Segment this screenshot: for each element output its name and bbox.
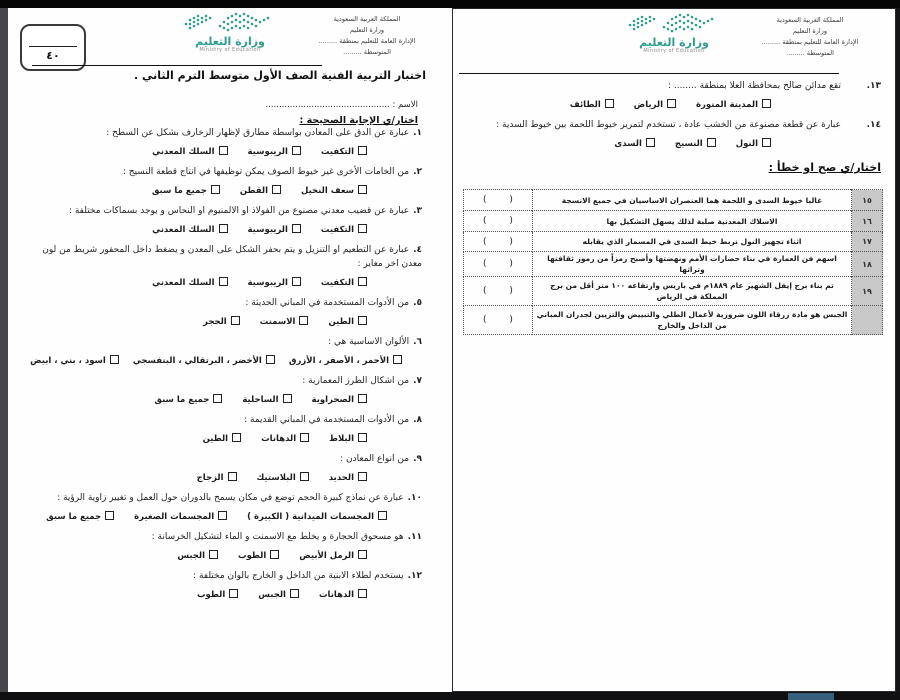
- row-number: ١٥: [852, 190, 883, 211]
- question-text: عبارة عن الدق على المعادن بواسطة مطارق لإظهار الزخارف بشكل عن السطح :: [106, 128, 410, 138]
- checkbox-icon[interactable]: [231, 316, 240, 325]
- checkbox-icon[interactable]: [358, 589, 367, 598]
- answer-option[interactable]: الدهانات: [261, 426, 309, 445]
- answer-option[interactable]: الطوب: [197, 582, 238, 601]
- checkbox-icon[interactable]: [211, 185, 220, 194]
- checkbox-icon[interactable]: [219, 277, 228, 286]
- grade-total: ٤٠: [46, 49, 60, 62]
- ministry-logo-icon: [180, 10, 280, 36]
- question-number: ٩.: [413, 454, 422, 464]
- answer-option[interactable]: المجسمات الميدانية ( الكبيرة ): [247, 504, 387, 523]
- window-top-bar: [0, 0, 900, 8]
- answer-option[interactable]: الحجر: [203, 309, 240, 328]
- answer-cell[interactable]: ( ): [464, 252, 533, 277]
- header-ministry: وزارة التعليم: [792, 27, 828, 35]
- question-10: [20, 491, 422, 520]
- ministry-logo-icon: [624, 11, 724, 37]
- answer-option[interactable]: الريبوسية: [248, 270, 301, 289]
- answer-option[interactable]: جميع ما سبق: [154, 387, 222, 406]
- checkbox-icon[interactable]: [762, 99, 771, 108]
- question-text: هو مسحوق الحجارة و يخلط مع الاسمنت و الماء لتشكيل الخرسانة :: [151, 532, 404, 542]
- checkbox-icon[interactable]: [393, 355, 402, 364]
- checkbox-icon[interactable]: [762, 138, 771, 147]
- answer-option[interactable]: الصحراوية: [312, 387, 367, 406]
- checkbox-icon[interactable]: [358, 433, 367, 442]
- header-rule: [459, 73, 839, 74]
- row-number: [852, 306, 883, 335]
- table-row: [464, 211, 883, 232]
- row-statement: تم بناء برج إيفل الشهير عام ١٨٨٩م في باريس وارتفاعه ١٠٠ متر أقل من برج المملكة في الرياض: [533, 277, 852, 306]
- checkbox-icon[interactable]: [299, 316, 308, 325]
- row-number: ١٧: [852, 232, 883, 252]
- checkbox-icon[interactable]: [110, 355, 119, 364]
- checkbox-icon[interactable]: [283, 394, 292, 403]
- answer-option[interactable]: البلاط: [329, 426, 367, 445]
- checkbox-icon[interactable]: [358, 277, 367, 286]
- exam-page-1: [8, 8, 452, 692]
- checkbox-icon[interactable]: [266, 355, 275, 364]
- question-9: [20, 452, 422, 481]
- student-name-line: الاسم : ..............................................: [265, 100, 418, 110]
- question-4: [20, 243, 422, 286]
- header-ministry: وزارة التعليم: [349, 26, 385, 34]
- answer-option[interactable]: الطوب: [238, 543, 279, 562]
- question-12: [20, 569, 422, 598]
- question-number: ٢.: [413, 167, 422, 177]
- answer-option[interactable]: الساحلية: [242, 387, 291, 406]
- row-statement: اسهم فن العمارة في بناء حضارات الأمم ونهضتها وأصبح رمزاً من رموز ثقافتها وتراثها: [533, 252, 852, 277]
- question-8: [20, 413, 422, 442]
- question-number: ١٠.: [407, 493, 422, 503]
- header-directorate: الإدارة العامة للتعليم بمنطقة .........: [318, 37, 416, 45]
- taskbar-highlight: [788, 693, 834, 700]
- row-statement: الجبس هو مادة زرقاء اللون ضرورية لأعمال الطلي والتبييض والتزيين لجدران المباني من الداخل والخارج: [533, 306, 852, 335]
- question-6: [20, 335, 422, 364]
- answer-option[interactable]: النسيج: [675, 131, 716, 150]
- answer-option[interactable]: الرمل الأبيض: [299, 543, 367, 562]
- checkbox-icon[interactable]: [272, 185, 281, 194]
- header-country: المملكة العربية السعودية: [333, 15, 401, 23]
- question-list: [463, 79, 881, 157]
- question-number: ١٢.: [407, 571, 422, 581]
- answer-option[interactable]: الطين: [328, 309, 367, 328]
- question-5: [20, 296, 422, 325]
- answer-cell[interactable]: ( ): [464, 211, 533, 232]
- row-statement: الاسلاك المعدنية صلبة لذلك يسهل التشكيل بها: [533, 211, 852, 232]
- answer-option[interactable]: الزجاج: [197, 465, 237, 484]
- question-text: عبارة عن قضيب معدني مصنوع من الفولاذ او الالمنيوم او النحاس و يوجد بسماكات مختلفة :: [68, 206, 410, 216]
- logo-subtitle: Ministry of Education: [199, 47, 261, 53]
- header-directorate: الإدارة العامة للتعليم بمنطقة .........: [761, 38, 859, 46]
- checkbox-icon[interactable]: [219, 146, 228, 155]
- question-number: ٧.: [413, 376, 422, 386]
- checkbox-icon[interactable]: [218, 511, 227, 520]
- checkbox-icon[interactable]: [232, 433, 241, 442]
- question-14: [463, 118, 881, 147]
- ministry-logo: [170, 10, 290, 54]
- answer-option[interactable]: اسود ، بني ، ابيض: [30, 348, 119, 367]
- answer-option[interactable]: سعف النخيل: [301, 178, 367, 197]
- checkbox-icon[interactable]: [358, 146, 367, 155]
- header-school: المتوسطة .........: [343, 48, 391, 56]
- checkbox-icon[interactable]: [209, 550, 218, 559]
- question-13: [463, 79, 881, 108]
- answer-option[interactable]: التكفيت: [321, 217, 367, 236]
- question-2: [20, 165, 422, 194]
- table-row: [464, 190, 883, 211]
- answer-option[interactable]: الرياض: [634, 92, 676, 111]
- answer-option[interactable]: السلك المعدني: [152, 270, 227, 289]
- question-number: ١١.: [407, 532, 422, 542]
- question-list: [20, 126, 422, 608]
- question-number: ٦.: [413, 337, 422, 347]
- table-row: [464, 252, 883, 277]
- question-number: ٥.: [413, 298, 422, 308]
- table-row: [464, 232, 883, 252]
- section-multiple-choice-title: اختار/ي الإجابة الصحيحة :: [299, 115, 418, 126]
- answer-option[interactable]: الريبوسية: [248, 139, 301, 158]
- question-text: من الخامات الأخرى غير خيوط الصوف يمكن توظيفها في انتاج قطعة النسيج :: [122, 167, 410, 177]
- answer-option[interactable]: الاسمنت: [260, 309, 309, 328]
- answer-option[interactable]: الطائف: [570, 92, 614, 111]
- logo-wordmark: وزارة التعليم: [639, 36, 709, 49]
- row-number: ١٨: [852, 252, 883, 277]
- table-row: [464, 277, 883, 306]
- answer-option[interactable]: الأخضر ، البرتقالي ، البنفسجي: [133, 348, 275, 367]
- question-text: من انواع المعادن :: [340, 454, 410, 464]
- header-school: المتوسطة .........: [786, 49, 834, 57]
- checkbox-icon[interactable]: [300, 472, 309, 481]
- checkbox-icon[interactable]: [358, 550, 367, 559]
- true-false-table: [463, 189, 883, 335]
- answer-option[interactable]: الطين: [203, 426, 242, 445]
- answer-option[interactable]: السلك المعدني: [152, 139, 227, 158]
- checkbox-icon[interactable]: [358, 224, 367, 233]
- checkbox-icon[interactable]: [228, 472, 237, 481]
- checkbox-icon[interactable]: [300, 433, 309, 442]
- question-text: من اشكال الطرز المعمارية :: [302, 376, 410, 386]
- question-text: عبارة عن قطعة مصنوعة من الخشب عادة ، تستخدم لتمرير خيوط اللحمة بين خيوط السدية :: [496, 120, 841, 130]
- question-text: عبارة عن نماذج كبيرة الحجم توضع في مكان يسمح بالدوران حول العمل و تغيير زاوية الرؤية :: [57, 493, 404, 503]
- answer-option[interactable]: جميع ما سبق: [46, 504, 114, 523]
- answer-option[interactable]: النول: [736, 131, 771, 150]
- checkbox-icon[interactable]: [358, 316, 367, 325]
- answer-cell[interactable]: ( ): [464, 306, 533, 335]
- exam-title: اختبار التربية الفنية الصف الأول متوسط الترم الثاني .: [133, 69, 426, 82]
- window-left-edge: [0, 8, 8, 692]
- checkbox-icon[interactable]: [292, 224, 301, 233]
- checkbox-icon[interactable]: [292, 277, 301, 286]
- checkbox-icon[interactable]: [105, 511, 114, 520]
- question-number: ١٣.: [866, 81, 881, 91]
- answer-option[interactable]: الدهانات: [319, 582, 367, 601]
- question-number: ٣.: [413, 206, 422, 216]
- logo-subtitle: Ministry of Education: [643, 48, 705, 54]
- row-number: ١٩: [852, 277, 883, 306]
- answer-option[interactable]: السدى: [614, 131, 654, 150]
- question-11: [20, 530, 422, 559]
- answer-option[interactable]: الحديد: [329, 465, 367, 484]
- answer-cell[interactable]: ( ): [464, 190, 533, 211]
- question-3: [20, 204, 422, 233]
- exam-page-2: [452, 8, 896, 692]
- question-text: من الأدوات المستخدمة في المباني القديمة :: [244, 415, 410, 425]
- checkbox-icon[interactable]: [290, 589, 299, 598]
- answer-option[interactable]: التكفيت: [321, 139, 367, 158]
- question-number: ٨.: [413, 415, 422, 425]
- answer-cell[interactable]: ( ): [464, 277, 533, 306]
- answer-option[interactable]: السلك المعدني: [152, 217, 227, 236]
- title-rule: [32, 65, 322, 66]
- logo-wordmark: وزارة التعليم: [195, 35, 265, 48]
- question-text: من الأدوات المستخدمة في المباني الحديثة :: [245, 298, 410, 308]
- answer-option[interactable]: الجبس: [258, 582, 299, 601]
- row-number: ١٦: [852, 211, 883, 232]
- checkbox-icon[interactable]: [358, 472, 367, 481]
- answer-option[interactable]: الجبس: [177, 543, 218, 562]
- question-7: [20, 374, 422, 403]
- answer-option[interactable]: التكفيت: [321, 270, 367, 289]
- row-statement: غالبا خيوط السدى و اللحمة هما العنصران الاساسيان في جميع الانسجة: [533, 190, 852, 211]
- answer-option[interactable]: البلاستيك: [257, 465, 309, 484]
- question-text: عبارة عن التطعيم او التنزيل و يتم بحفر الشكل على المعدن و يضغط داخل المحفور شريط من لون معدن اخر مغاير :: [42, 245, 422, 269]
- row-statement: اثناء تجهيز النول نربط خيط السدى في المسمار الذي يقابله: [533, 232, 852, 252]
- official-header-block: [735, 15, 885, 59]
- question-text: يستخدم لطلاء الابنية من الداخل و الخارج بالوان مختلفة :: [193, 571, 404, 581]
- section-true-false-title: اختار/ي صح او خطأ :: [768, 161, 881, 174]
- answer-option[interactable]: القطن: [240, 178, 281, 197]
- question-number: ١٤.: [866, 120, 881, 130]
- checkbox-icon[interactable]: [229, 589, 238, 598]
- grade-line: [29, 46, 77, 47]
- checkbox-icon[interactable]: [667, 99, 676, 108]
- answer-option[interactable]: الأحمر ، الأصفر ، الأزرق: [289, 348, 402, 367]
- table-row: [464, 306, 883, 335]
- checkbox-icon[interactable]: [292, 146, 301, 155]
- window-bottom-bar: [0, 692, 900, 700]
- grade-box: [20, 24, 86, 71]
- checkbox-icon[interactable]: [378, 511, 387, 520]
- checkbox-icon[interactable]: [605, 99, 614, 108]
- answer-option[interactable]: المدينة المنورة: [696, 92, 771, 111]
- answer-option[interactable]: جميع ما سبق: [152, 178, 220, 197]
- answer-option[interactable]: المجسمات الصغيرة: [134, 504, 227, 523]
- checkbox-icon[interactable]: [219, 224, 228, 233]
- official-header-block: [292, 14, 442, 58]
- question-1: [20, 126, 422, 155]
- checkbox-icon[interactable]: [707, 138, 716, 147]
- checkbox-icon[interactable]: [358, 394, 367, 403]
- question-text: تقع مدائن صالح بمحافظة العلا بمنطقة ........ :: [667, 81, 841, 91]
- checkbox-icon[interactable]: [358, 185, 367, 194]
- answer-cell[interactable]: ( ): [464, 232, 533, 252]
- question-number: ٤.: [413, 245, 422, 255]
- ministry-logo: [614, 11, 734, 55]
- header-country: المملكة العربية السعودية: [776, 16, 844, 24]
- answer-option[interactable]: الريبوسية: [248, 217, 301, 236]
- question-number: ١.: [413, 128, 422, 138]
- checkbox-icon[interactable]: [270, 550, 279, 559]
- checkbox-icon[interactable]: [646, 138, 655, 147]
- checkbox-icon[interactable]: [213, 394, 222, 403]
- question-text: الألوان الاساسية هي :: [328, 337, 410, 347]
